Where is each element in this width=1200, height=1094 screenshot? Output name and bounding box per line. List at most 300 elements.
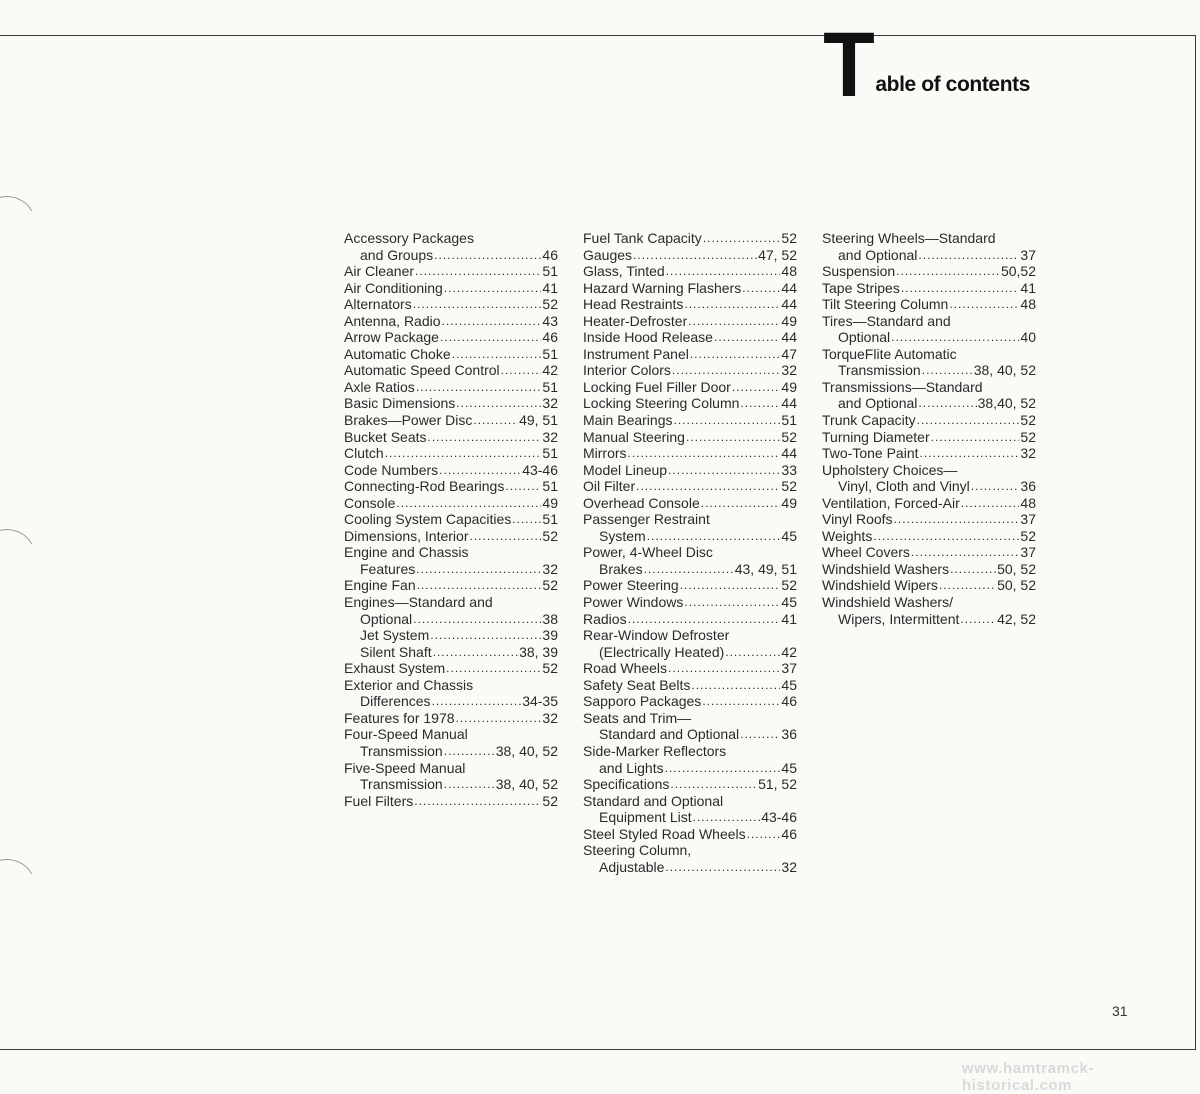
index-entry xyxy=(583,726,797,743)
index-entry-page: 52 xyxy=(781,577,797,594)
dot-leader xyxy=(918,395,976,412)
index-entry-page: 43-46 xyxy=(522,461,558,478)
index-entry xyxy=(344,462,558,479)
index-entry-text: Air Conditioning xyxy=(344,279,443,296)
index-entry xyxy=(344,594,558,611)
index-entry-page: 52 xyxy=(1020,428,1036,445)
index-entry-page: 47 xyxy=(781,345,797,362)
index-entry-page: 41 xyxy=(781,610,797,627)
index-entry-page: 41 xyxy=(1020,279,1036,296)
index-entry xyxy=(344,726,558,743)
dot-leader xyxy=(742,280,780,297)
dot-leader xyxy=(416,561,541,578)
index-entry-text: Antenna, Radio xyxy=(344,312,441,329)
index-entry xyxy=(822,561,1036,578)
index-entry-page: 52 xyxy=(542,660,558,677)
index-entry-text: Axle Ratios xyxy=(344,378,415,395)
index-entry-text: Manual Steering xyxy=(583,428,685,445)
index-entry-text: Brakes—Power Disc xyxy=(344,412,473,429)
dot-leader xyxy=(415,263,541,280)
index-entry-page: 43 xyxy=(542,312,558,329)
index-entry xyxy=(583,395,797,412)
index-entry-text: Console xyxy=(344,494,396,511)
index-entry-page: 38, 40, 52 xyxy=(495,742,558,759)
index-entry-page: 44 xyxy=(781,445,797,462)
index-entry-text: Steering Wheels—Standard xyxy=(822,230,996,246)
index-entry-text: Heater-Defroster xyxy=(583,312,688,329)
index-entry-page: 49 xyxy=(542,494,558,511)
index-entry-text: Exhaust System xyxy=(344,660,446,677)
dot-leader xyxy=(666,263,781,280)
dot-leader xyxy=(442,313,542,330)
index-entry xyxy=(344,544,558,561)
index-entry-text: Wipers, Intermittent xyxy=(838,610,960,627)
index-entry-page: 51 xyxy=(542,511,558,528)
dot-leader xyxy=(961,495,1020,512)
index-entry xyxy=(344,379,558,396)
index-entry-page: 49 xyxy=(781,378,797,395)
index-entry xyxy=(344,793,558,810)
index-entry xyxy=(822,429,1036,446)
index-entry-page: 48 xyxy=(1020,494,1036,511)
index-entry xyxy=(583,495,797,512)
index-entry xyxy=(822,263,1036,280)
index-entry xyxy=(583,809,797,826)
index-entry-text: and Lights xyxy=(599,759,664,776)
index-entry xyxy=(822,230,1036,247)
index-entry xyxy=(344,395,558,412)
index-entry-text: Weights xyxy=(822,527,873,544)
index-entry-text: Clutch xyxy=(344,445,384,462)
index-entry-text: Locking Fuel Filler Door xyxy=(583,378,731,395)
index-entry-page: 48 xyxy=(781,263,797,280)
index-entry-text: Head Restraints xyxy=(583,296,684,313)
index-entry-text: Optional xyxy=(360,610,413,627)
index-entry-text: Safety Seat Belts xyxy=(583,676,691,693)
dot-leader xyxy=(396,495,541,512)
index-entry xyxy=(822,528,1036,545)
index-entry-text: Air Cleaner xyxy=(344,263,415,280)
index-entry-text: Steel Styled Road Wheels xyxy=(583,825,746,842)
index-entry-text: Road Wheels xyxy=(583,660,668,677)
index-entry-text: Windshield Washers xyxy=(822,560,950,577)
index-entry-text: Gauges xyxy=(583,246,633,263)
index-entry-page: 45 xyxy=(781,527,797,544)
index-entry xyxy=(583,313,797,330)
index-entry-page: 48 xyxy=(1020,296,1036,313)
index-entry-page: 51 xyxy=(781,412,797,429)
index-entry-text: Wheel Covers xyxy=(822,544,910,561)
index-entry-page: 37 xyxy=(1020,544,1036,561)
index-entry xyxy=(583,611,797,628)
index-entry xyxy=(583,561,797,578)
index-entry-text: and Optional xyxy=(838,246,918,263)
index-entry-text: Jet System xyxy=(360,627,430,644)
index-entry-text: Equipment List xyxy=(599,809,692,826)
index-entry-text: Vinyl, Cloth and Vinyl xyxy=(838,478,970,495)
dot-leader xyxy=(414,793,541,810)
index-entry-page: 42 xyxy=(781,643,797,660)
dot-leader xyxy=(668,462,780,479)
index-entry-page: 47, 52 xyxy=(758,246,797,263)
index-entry xyxy=(583,230,797,247)
dot-leader xyxy=(702,693,780,710)
index-entry-text: Steering Column, xyxy=(583,842,692,859)
index-entry-page: 32 xyxy=(542,560,558,577)
dot-leader xyxy=(747,826,781,843)
index-entry-text: Main Bearings xyxy=(583,412,673,429)
index-entry-text: Power Steering xyxy=(583,577,679,594)
dot-leader xyxy=(432,693,522,710)
dot-leader xyxy=(950,561,996,578)
index-entry-page: 52 xyxy=(1020,527,1036,544)
index-entry-text: Transmissions—Standard xyxy=(822,378,983,395)
index-entry xyxy=(583,859,797,876)
index-entry xyxy=(344,346,558,363)
index-entry xyxy=(583,379,797,396)
dot-leader xyxy=(665,859,780,876)
index-entry xyxy=(344,644,558,661)
index-entry-text: Dimensions, Interior xyxy=(344,527,469,544)
dot-leader xyxy=(501,362,542,379)
index-entry xyxy=(822,478,1036,495)
index-entry xyxy=(344,760,558,777)
index-entry xyxy=(822,247,1036,264)
index-entry-text: Two-Tone Paint xyxy=(822,445,919,462)
index-entry-page: 37 xyxy=(1020,511,1036,528)
index-entry-text: Engines—Standard and xyxy=(344,594,493,611)
index-entry-text: and Optional xyxy=(838,395,918,412)
index-entry xyxy=(583,263,797,280)
dot-leader xyxy=(939,577,996,594)
page-title xyxy=(821,14,1030,116)
index-entry xyxy=(583,743,797,760)
index-entry-text: Fuel Tank Capacity xyxy=(583,230,702,246)
index-entry-page: 32 xyxy=(781,362,797,379)
index-entry xyxy=(583,644,797,661)
binder-hole-top xyxy=(0,189,43,260)
dot-leader xyxy=(428,429,542,446)
index-entry xyxy=(583,627,797,644)
index-entry-page: 33 xyxy=(781,461,797,478)
index-entry xyxy=(822,445,1036,462)
index-entry-text: and Groups xyxy=(360,246,434,263)
index-entry xyxy=(583,793,797,810)
index-entry xyxy=(583,577,797,594)
dot-leader xyxy=(917,412,1020,429)
dot-leader xyxy=(647,528,781,545)
index-entry-text: (Electrically Heated) xyxy=(599,643,725,660)
index-entry xyxy=(583,429,797,446)
index-entry-page: 38, 40, 52 xyxy=(973,362,1036,379)
index-entry xyxy=(344,627,558,644)
title-rest: able of contents xyxy=(875,73,1030,96)
index-entry-page: 45 xyxy=(781,759,797,776)
dot-leader xyxy=(670,776,757,793)
index-entry-text: Vinyl Roofs xyxy=(822,511,893,528)
index-entry-page: 39 xyxy=(542,627,558,644)
index-entry-text: Mirrors xyxy=(583,445,627,462)
index-entry-text: Differences xyxy=(360,693,431,710)
index-entry xyxy=(583,660,797,677)
index-entry-page: 37 xyxy=(1020,246,1036,263)
dot-leader xyxy=(894,511,1020,528)
index-entry xyxy=(822,313,1036,330)
index-entry-page: 38,40, 52 xyxy=(977,395,1036,412)
index-entry-page: 52 xyxy=(781,230,797,246)
index-entry xyxy=(822,544,1036,561)
index-entry-text: Side-Marker Reflectors xyxy=(583,742,727,759)
index-entry xyxy=(344,528,558,545)
index-entry-page: 38, 39 xyxy=(519,643,558,660)
index-entry xyxy=(583,544,797,561)
index-entry xyxy=(583,677,797,694)
index-entry-text: Optional xyxy=(838,329,891,346)
index-entry-page: 49, 51 xyxy=(519,412,558,429)
index-entry xyxy=(344,710,558,727)
dot-leader xyxy=(416,379,542,396)
index-entry xyxy=(344,577,558,594)
index-entry-page: 32 xyxy=(1020,445,1036,462)
dot-leader xyxy=(628,445,781,462)
index-column-1 xyxy=(344,230,558,809)
dot-leader xyxy=(413,296,542,313)
index-entry-page: 46 xyxy=(542,246,558,263)
index-entry-text: System xyxy=(599,527,646,544)
index-entry-text: Exterior and Chassis xyxy=(344,676,474,693)
index-entry-page: 38 xyxy=(542,610,558,627)
index-entry xyxy=(822,462,1036,479)
index-entry-text: Fuel Filters xyxy=(344,792,414,809)
index-entry xyxy=(583,329,797,346)
index-entry xyxy=(822,362,1036,379)
index-entry-page: 52 xyxy=(542,296,558,313)
index-entry xyxy=(344,412,558,429)
dot-leader xyxy=(473,412,518,429)
index-entry xyxy=(344,511,558,528)
index-entry-page: 50, 52 xyxy=(997,577,1036,594)
index-entry-page: 36 xyxy=(781,726,797,743)
index-entry xyxy=(583,362,797,379)
index-entry-page: 32 xyxy=(542,428,558,445)
index-entry-page: 49 xyxy=(781,312,797,329)
dot-leader xyxy=(873,528,1019,545)
dot-leader xyxy=(740,395,780,412)
index-entry-page: 45 xyxy=(781,594,797,611)
dot-leader xyxy=(433,644,518,661)
index-entry-page: 42 xyxy=(542,362,558,379)
index-entry-text: Engine and Chassis xyxy=(344,544,469,561)
dot-leader xyxy=(896,263,1000,280)
index-entry-text: Standard and Optional xyxy=(583,792,724,809)
dot-leader xyxy=(440,329,541,346)
index-entry-text: Four-Speed Manual xyxy=(344,726,468,743)
index-entry-text: Passenger Restraint xyxy=(583,511,710,528)
index-entry-text: Transmission xyxy=(360,776,443,793)
dot-leader xyxy=(690,346,781,363)
index-entry-text: Trunk Capacity xyxy=(822,412,916,429)
index-entry xyxy=(583,826,797,843)
index-entry-text: Rear-Window Defroster xyxy=(583,627,730,644)
index-entry xyxy=(583,462,797,479)
index-entry-text: Windshield Washers/ xyxy=(822,594,953,611)
index-entry xyxy=(583,594,797,611)
index-entry-page: 51 xyxy=(542,478,558,495)
dot-leader xyxy=(470,528,542,545)
index-entry-page: 38, 40, 52 xyxy=(495,776,558,793)
index-entry xyxy=(583,346,797,363)
index-entry xyxy=(822,280,1036,297)
dot-leader xyxy=(674,412,781,429)
index-entry-page: 46 xyxy=(781,693,797,710)
index-entry-page: 44 xyxy=(781,279,797,296)
index-entry-text: Features xyxy=(360,560,416,577)
index-entry xyxy=(822,611,1036,628)
index-entry xyxy=(583,478,797,495)
title-initial: T xyxy=(823,14,872,116)
index-entry xyxy=(583,280,797,297)
index-entry-text: Transmission xyxy=(838,362,921,379)
index-entry xyxy=(822,577,1036,594)
index-entry-page: 43-46 xyxy=(761,809,797,826)
index-entry xyxy=(822,412,1036,429)
dot-leader xyxy=(672,362,781,379)
index-entry-text: Tilt Steering Column xyxy=(822,296,949,313)
dot-leader xyxy=(714,329,780,346)
index-entry-text: Upholstery Choices— xyxy=(822,461,958,478)
index-entry-page: 42, 52 xyxy=(997,610,1036,627)
index-entry xyxy=(344,329,558,346)
index-entry-text: Standard and Optional xyxy=(599,726,740,743)
index-entry-text: Sapporo Packages xyxy=(583,693,702,710)
index-entry xyxy=(822,296,1036,313)
index-entry xyxy=(583,693,797,710)
dot-leader xyxy=(417,577,542,594)
index-entry-text: Inside Hood Release xyxy=(583,329,713,346)
index-entry-text: Glass, Tinted xyxy=(583,263,665,280)
index-entry xyxy=(583,710,797,727)
dot-leader xyxy=(444,743,495,760)
dot-leader xyxy=(901,280,1020,297)
index-entry xyxy=(344,693,558,710)
index-entry-text: Bucket Seats xyxy=(344,428,427,445)
index-entry-text: Tape Stripes xyxy=(822,279,900,296)
dot-leader xyxy=(680,577,781,594)
dot-leader xyxy=(413,611,541,628)
index-entry-text: Power, 4-Wheel Disc xyxy=(583,544,713,561)
index-entry-text: Ventilation, Forced-Air xyxy=(822,494,960,511)
index-entry-page: 36 xyxy=(1020,478,1036,495)
index-entry xyxy=(583,528,797,545)
index-entry-text: Oil Filter xyxy=(583,478,636,495)
index-entry xyxy=(583,412,797,429)
index-entry xyxy=(344,743,558,760)
dot-leader xyxy=(691,677,780,694)
index-entry-text: Specifications xyxy=(583,776,670,793)
dot-leader xyxy=(686,429,780,446)
dot-leader xyxy=(920,445,1020,462)
dot-leader xyxy=(703,230,781,247)
dot-leader xyxy=(684,296,780,313)
index-entry-text: Transmission xyxy=(360,742,443,759)
binder-hole-bottom xyxy=(0,852,43,923)
index-entry xyxy=(583,247,797,264)
index-entry-text: Overhead Console xyxy=(583,494,700,511)
index-entry-text: Automatic Speed Control xyxy=(344,362,500,379)
index-entry-page: 32 xyxy=(542,709,558,726)
dot-leader xyxy=(430,627,541,644)
dot-leader xyxy=(725,644,780,661)
index-entry-page: 34-35 xyxy=(522,693,558,710)
index-entry-page: 52 xyxy=(781,428,797,445)
dot-leader xyxy=(891,329,1019,346)
index-entry xyxy=(822,379,1036,396)
index-entry-text: Interior Colors xyxy=(583,362,671,379)
index-entry-page: 51 xyxy=(542,345,558,362)
index-entry xyxy=(344,313,558,330)
index-entry xyxy=(344,362,558,379)
dot-leader xyxy=(732,379,781,396)
dot-leader xyxy=(740,726,780,743)
dot-leader xyxy=(452,346,542,363)
index-entry-text: Automatic Choke xyxy=(344,345,451,362)
dot-leader xyxy=(911,544,1020,561)
dot-leader xyxy=(446,660,541,677)
index-entry-text: Alternators xyxy=(344,296,412,313)
index-entry-text: Instrument Panel xyxy=(583,345,689,362)
index-entry-page: 52 xyxy=(542,527,558,544)
index-entry-text: Code Numbers xyxy=(344,461,439,478)
index-entry-page: 43, 49, 51 xyxy=(734,560,797,577)
dot-leader xyxy=(931,429,1020,446)
index-entry-page: 51 xyxy=(542,378,558,395)
index-entry xyxy=(583,445,797,462)
binder-hole-middle xyxy=(0,522,43,593)
dot-leader xyxy=(684,594,780,611)
dot-leader xyxy=(971,478,1020,495)
index-entry xyxy=(344,263,558,280)
index-entry-page: 51 xyxy=(542,445,558,462)
dot-leader xyxy=(439,462,521,479)
dot-leader xyxy=(693,809,761,826)
index-entry-page: 51 xyxy=(542,263,558,280)
index-entry-text: Suspension xyxy=(822,263,896,280)
index-entry xyxy=(344,429,558,446)
index-entry xyxy=(344,445,558,462)
dot-leader xyxy=(949,296,1019,313)
index-entry xyxy=(822,594,1036,611)
dot-leader xyxy=(668,660,780,677)
index-entry xyxy=(583,760,797,777)
index-entry-page: 44 xyxy=(781,296,797,313)
dot-leader xyxy=(434,247,541,264)
index-entry-text: Radios xyxy=(583,610,627,627)
dot-leader xyxy=(960,611,996,628)
index-entry-page: 50,52 xyxy=(1000,263,1036,280)
index-entry-text: Turning Diameter xyxy=(822,428,930,445)
index-entry-text: Connecting-Rod Bearings xyxy=(344,478,505,495)
index-entry-text: Hazard Warning Flashers xyxy=(583,279,742,296)
index-entry xyxy=(344,478,558,495)
dot-leader xyxy=(505,478,541,495)
index-entry-page: 46 xyxy=(542,329,558,346)
index-entry xyxy=(822,346,1036,363)
index-entry-page: 44 xyxy=(781,329,797,346)
dot-leader xyxy=(701,495,781,512)
index-entry-text: Five-Speed Manual xyxy=(344,759,466,776)
dot-leader xyxy=(628,611,781,628)
index-entry xyxy=(344,495,558,512)
